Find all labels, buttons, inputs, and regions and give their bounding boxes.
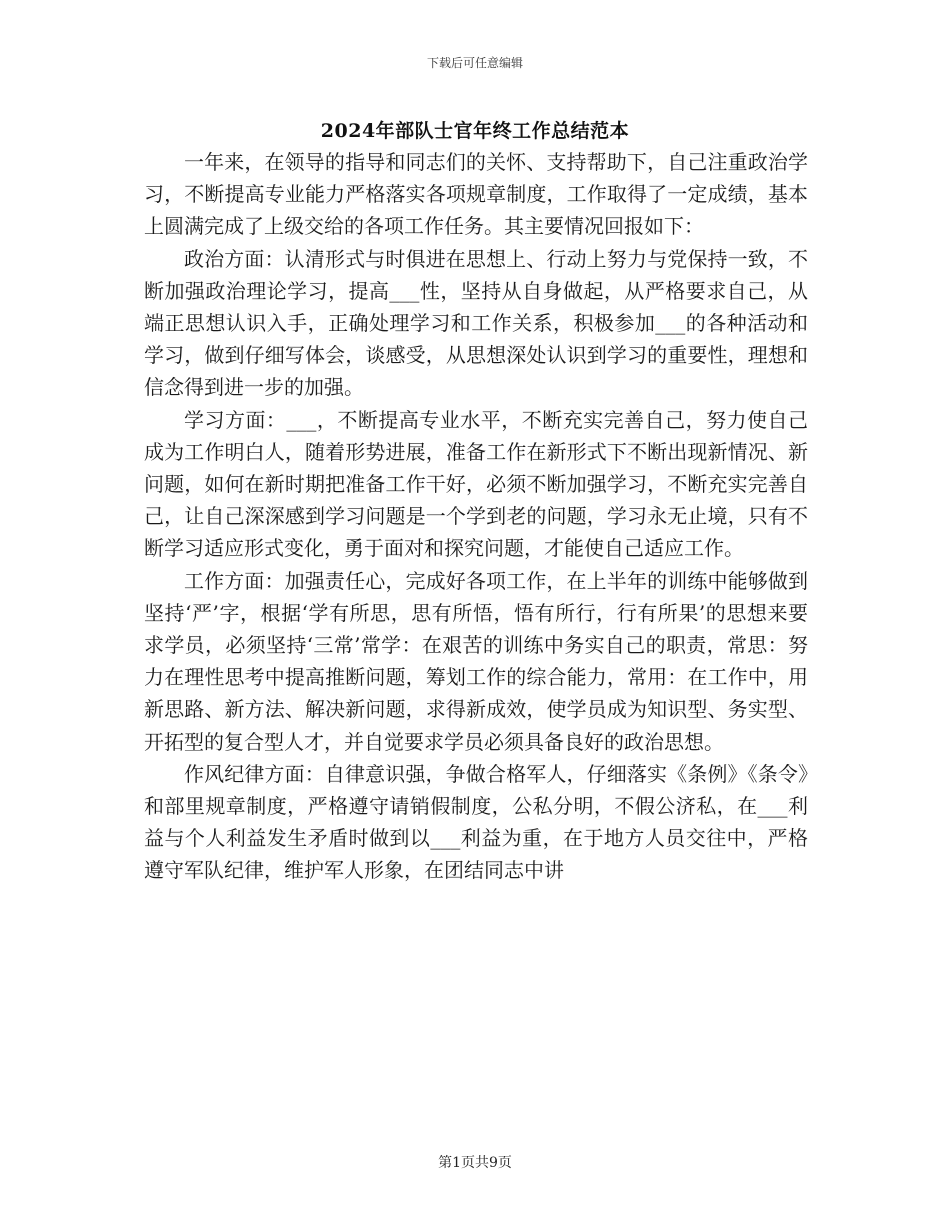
document-title: 2024年部队士官年终工作总结范本 bbox=[320, 120, 630, 142]
paragraph-politics: 政治方面：认清形式与时俱进在思想上、行动上努力与党保持一致，不断加强政治理论学习，提高___性，坚持从自身做起，从严格要求自己，从端正思想认识入手，正确处理学习和工作关系，积极参加___的各种活动和学习，做到仔细写体会，谈感受，从思想深处认识到学习的重要性，理想和信念得到进一步的加强。 bbox=[144, 246, 808, 400]
paragraph-intro: 一年来，在领导的指导和同志们的关怀、支持帮助下，自己注重政治学习，不断提高专业能力严格落实各项规章制度，工作取得了一定成绩，基本上圆满完成了上级交给的各项工作任务。其主要情况回报如下： bbox=[144, 150, 808, 239]
paragraph-work: 工作方面：加强责任心，完成好各项工作，在上半年的训练中能够做到坚持‘严’字，根据‘学有所思，思有所悟，悟有所行，行有所果’的思想来要求学员，必须坚持‘三常’常学：在艰苦的训练中务实自己的职责，常思：努力在理性思考中提高推断问题，筹划工作的综合能力，常用：在工作中，用新思路、新方法、解决新问题，求得新成效，使学员成为知识型、务实型、开拓型的复合型人才，并自觉要求学员必须具备良好的政治思想。 bbox=[144, 568, 808, 754]
paragraph-study: 学习方面：___，不断提高专业水平，不断充实完善自己，努力使自己成为工作明白人，随着形势进展，准备工作在新形式下不断出现新情况、新问题，如何在新时期把准备工作干好，必须不断加强学习，不断充实完善自己，让自己深深感到学习问题是一个学到老的问题，学习永无止境，只有不断学习适应形式变化，勇于面对和探究问题，才能使自己适应工作。 bbox=[144, 407, 808, 561]
document-body bbox=[144, 146, 808, 887]
paragraph-discipline: 作风纪律方面：自律意识强，争做合格军人，仔细落实《条例》《条令》和部里规章制度，严格遵守请销假制度，公私分明，不假公济私，在___利益与个人利益发生矛盾时做到以___利益为重，在于地方人员交往中，严格遵守军队纪律，维护军人形象，在团结同志中讲 bbox=[144, 761, 808, 883]
page-number-footer: 第1页共9页 bbox=[438, 1155, 512, 1171]
page-header-note: 下载后可任意编辑 bbox=[426, 56, 523, 70]
